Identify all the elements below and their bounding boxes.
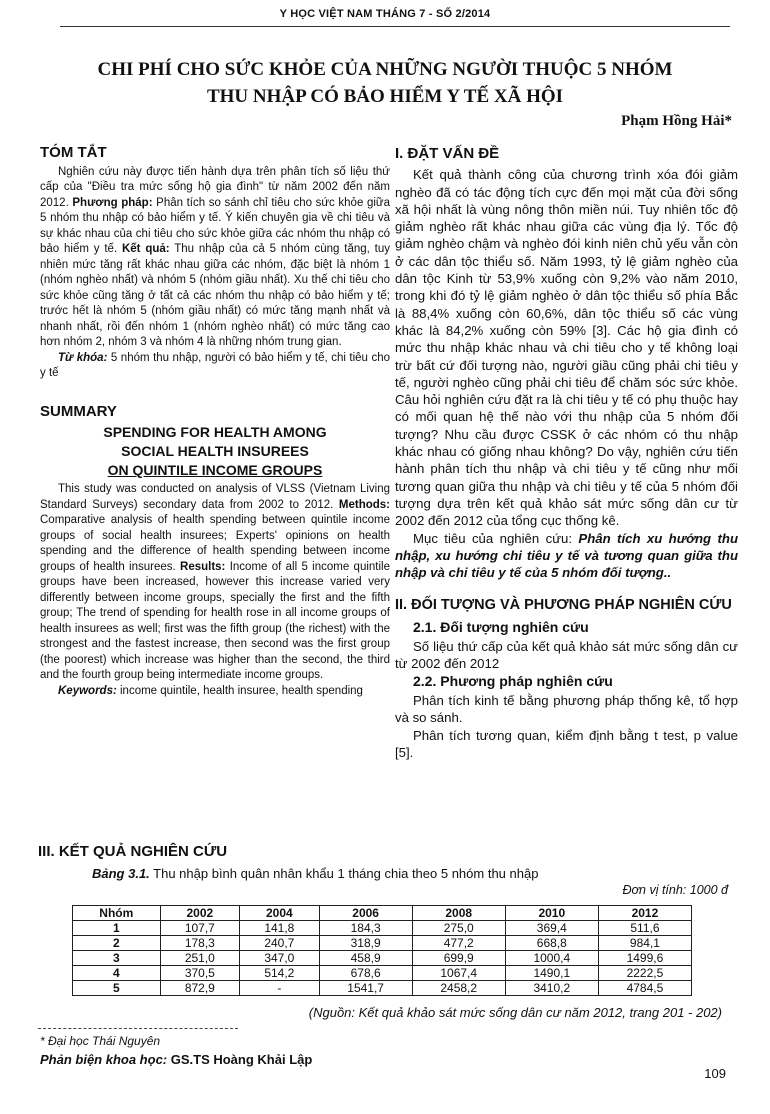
abstract-result-label: Kết quả: [121,243,170,255]
table-cell: 1541,7 [319,981,412,996]
table-header-cell: 2012 [598,906,691,921]
journal-header: Y HỌC VIỆT NAM THÁNG 7 - SỐ 2/2014 [279,8,491,20]
intro-heading: I. ĐẶT VẤN ĐỀ [395,145,500,162]
summary-keywords-text: income quintile, health insuree, health spending [116,684,363,697]
summary-text-c: Income of all 5 income quintile groups have been increased, however this increase varied very differently between income groups, specially the first and the fifth group; The trend of spending for health rose in all income groups of health insurees as well; first was the fifth group (the richest) with the strongest and the fastest increase, then second was the first group (the poorest) which increase was higher than the second, the third and the fourth group being intermediate income groups. [40,560,391,681]
summary-text-a: This study was conducted on analysis of VLSS (Vietnam Living Standard Surveys) secondary data from 2002 to 2012. [40,483,390,511]
table-row [73,966,692,981]
summary-title-line-2: SOCIAL HEALTH INSUREES [121,443,309,459]
table-row [73,921,692,936]
table-cell: 318,9 [319,936,412,951]
table-unit-note: Đơn vị tính: 1000 đ [622,883,728,897]
table-cell: 678,6 [319,966,412,981]
table-cell: 184,3 [319,921,412,936]
table-cell: 699,9 [412,951,505,966]
objective-text: Phân tích xu hướng thu nhập, xu hướng chi tiêu y tế và tương quan giữa thu nhập và chi tiêu y tế của 5 nhóm đối tượng.. [395,530,739,581]
table-header-cell: 2006 [319,906,412,921]
table-header-row [73,906,692,921]
table-row [73,936,692,951]
summary-keywords [40,684,390,700]
table-cell: 4784,5 [598,981,691,996]
methods-heading: II. ĐỐI TƯỢNG VÀ PHƯƠNG PHÁP NGHIÊN CỨU [395,597,732,614]
abstract-text-b: Phân tích so sánh chỉ tiêu cho sức khỏe giữa 5 nhóm thu nhập có bảo hiểm y tế. Ý kiến chuyên gia về chi tiêu và sự khác nhau của chi tiêu cho sức khỏe giữa các nhóm thu nhập có bảo hiểm y tế. [40,196,390,255]
table-cell: 2222,5 [598,966,691,981]
abstract-keywords-text: 5 nhóm thu nhập, người có bảo hiểm y tế, chi tiêu cho y tế [40,351,390,379]
abstract-paragraph [40,165,390,351]
table-cell: 141,8 [240,921,320,936]
table-cell: 251,0 [160,951,240,966]
table-cell: 3 [73,951,161,966]
reviewer-label: Phản biện khoa học: [40,1052,168,1067]
table-cell: 1499,6 [598,951,691,966]
table-cell: 477,2 [412,936,505,951]
summary-title [40,423,390,480]
table-caption-label: Bảng 3.1. [92,866,150,881]
methods-sub2-text-1: Phân tích kinh tế bằng phương pháp thống kê, tổ hợp và so sánh. [395,692,738,726]
table-cell: 458,9 [319,951,412,966]
table-cell: 3410,2 [505,981,598,996]
summary-result-label: Results: [180,560,226,573]
table-header-cell: 2002 [160,906,240,921]
table-row [73,981,692,996]
table-cell: 1000,4 [505,951,598,966]
title-line-1: CHI PHÍ CHO SỨC KHỎE CỦA NHỮNG NGƯỜI THUỘC 5 NHÓM [97,59,673,80]
table-cell: - [240,981,320,996]
summary-paragraph [40,482,390,684]
table-cell: 4 [73,966,161,981]
table-cell: 511,6 [598,921,691,936]
summary-method-label: Methods: [338,498,390,511]
table-cell: 1067,4 [412,966,505,981]
abstract-text-a: Nghiên cứu này được tiến hành dựa trên phân tích số liệu thứ cấp của "Điều tra mức sống hộ gia đình" từ năm 2002 đến năm 2012. [40,165,390,209]
abstract-keywords [40,351,390,382]
table-cell: 275,0 [412,921,505,936]
table-header-cell: 2010 [505,906,598,921]
table-caption-text: Thu nhập bình quân nhân khẩu 1 tháng chia theo 5 nhóm thu nhập [149,866,539,881]
table-cell: 2458,2 [412,981,505,996]
table-cell: 347,0 [240,951,320,966]
left-column [40,145,390,699]
methods-sub1-heading: 2.1. Đối tượng nghiên cứu [413,618,589,635]
reviewer-footnote [40,1052,312,1067]
right-column [395,145,738,761]
table-cell: 1490,1 [505,966,598,981]
footnote-rule [38,1028,238,1029]
table-source: (Nguồn: Kết quả khảo sát mức sống dân cư năm 2012, trang 201 - 202) [308,1005,722,1020]
summary-heading: SUMMARY [40,402,117,420]
table-cell: 5 [73,981,161,996]
table-cell: 668,8 [505,936,598,951]
abstract-heading: TÓM TẮT [40,144,107,161]
intro-paragraph: Kết quả thành công của chương trình xóa đói giảm nghèo đã có tác động tích cực đến mọi mặt của đời sống xã hội nhất là vùng nông thôn miền núi. Tuy nhiên tốc độ giảm nghèo rất khác nhau giữa các vùng địa lý. Tốc độ giảm nghèo chậm và nghèo đói kinh niên chủ yếu vẫn còn ở các dân tộc thiểu số. Năm 1993, tỷ lệ giảm nghèo của dân tộc Kinh từ 53,9% xuống còn 9,2% vào năm 2010, trong khi đó tỷ lệ giảm nghèo ở dân tộc thiểu số phía Bắc là 88,4% xuống còn 60,6%, dân tộc thiểu số các vùng khác là 84,2% xuống còn 59% [3]. Các hộ gia đình có mức thu nhập khác nhau và chi tiêu cho y tế không loại trừ bất cứ đối tượng nào, người giầu cũng phải chi tiêu y tế, người nghèo cũng phải chi tiêu để chăm sóc sức khỏe. Câu hỏi nghiên cứu đặt ra là chi tiêu y tế có phụ thuộc hay có mối quan hệ thế nào với thu nhập của 5 nhóm đối tượng? Nhu cầu được CSSK ở các nhóm có thu nhập khác nhau có giống nhau không? Do vậy, nghiên cứu tiến hành phân tích thu nhập và chi tiêu y tế cũng như mối tương quan giữa thu nhập và chi tiêu y tế của 5 nhóm đối tượng dựa trên kết quả khảo sát mức sống dân cư từ 2002 đến 2012 của tổng cục thống kê. [395,167,738,529]
objective-paragraph [395,530,738,582]
table-cell: 107,7 [160,921,240,936]
objective-label: Mục tiêu của nghiên cứu: [413,530,579,546]
reviewer-name: GS.TS Hoàng Khải Lập [167,1052,313,1067]
table-cell: 2 [73,936,161,951]
article-title [60,56,710,110]
header-rule [60,26,730,27]
table-header-cell: Nhóm [73,906,161,921]
table-cell: 984,1 [598,936,691,951]
affiliation-footnote: * Đại học Thái Nguyên [40,1034,161,1048]
results-heading: III. KẾT QUẢ NGHIÊN CỨU [38,843,228,860]
table-header-cell: 2008 [412,906,505,921]
methods-sub2-heading: 2.2. Phương pháp nghiên cứu [413,672,613,689]
table-cell: 872,9 [160,981,240,996]
methods-sub1-text: Số liệu thứ cấp của kết quả khảo sát mức sống dân cư từ 2002 đến 2012 [395,639,738,672]
summary-text-b: Comparative analysis of health spending between quintile income groups of social health insurees; Experts' opinions on health spending and the difference of health spending between income groups of health insurees. [40,514,390,573]
table-caption [92,866,538,881]
table-cell: 178,3 [160,936,240,951]
title-line-2: THU NHẬP CÓ BẢO HIỂM Y TẾ XÃ HỘI [206,86,564,107]
table-cell: 514,2 [240,966,320,981]
table-cell: 370,5 [160,966,240,981]
table-cell: 240,7 [240,936,320,951]
table-header-cell: 2004 [240,906,320,921]
abstract-method-label: Phương pháp: [72,196,153,209]
author-name: Phạm Hồng Hải* [621,113,732,129]
table-cell: 369,4 [505,921,598,936]
abstract-text-c: Thu nhập của cả 5 nhóm cùng tăng, tuy nhiên mức tăng rất khác nhau giữa các nhóm, đặc biệt là nhóm 1 (nhóm nghèo nhất) và nhóm 5 (nhóm giầu nhất). Xu thế chi tiêu cho sức khỏe cũng tăng ở tất cả các nhóm thu nhập có bảo hiểm y tế; trước hết là nhóm 5 (nhóm giầu nhất) có mức tăng mạnh nhất và nhanh nhất, rồi đến nhóm 1 (nhóm nghèo nhất) có mức tăng cao hơn nhóm 2, nhóm 3 và nhóm 4 là những nhóm trung gian. [40,243,391,348]
methods-sub2-text-2: Phân tích tương quan, kiểm định bằng t test, p value [5]. [395,727,738,760]
page-number: 109 [704,1066,726,1081]
abstract-keywords-label: Từ khóa: [58,351,108,364]
summary-title-line-1: SPENDING FOR HEALTH AMONG [103,424,327,440]
summary-title-line-3: ON QUINTILE INCOME GROUPS [107,462,323,478]
table-row [73,951,692,966]
summary-keywords-label: Keywords: [58,684,117,697]
table-cell: 1 [73,921,161,936]
income-table [72,905,692,996]
